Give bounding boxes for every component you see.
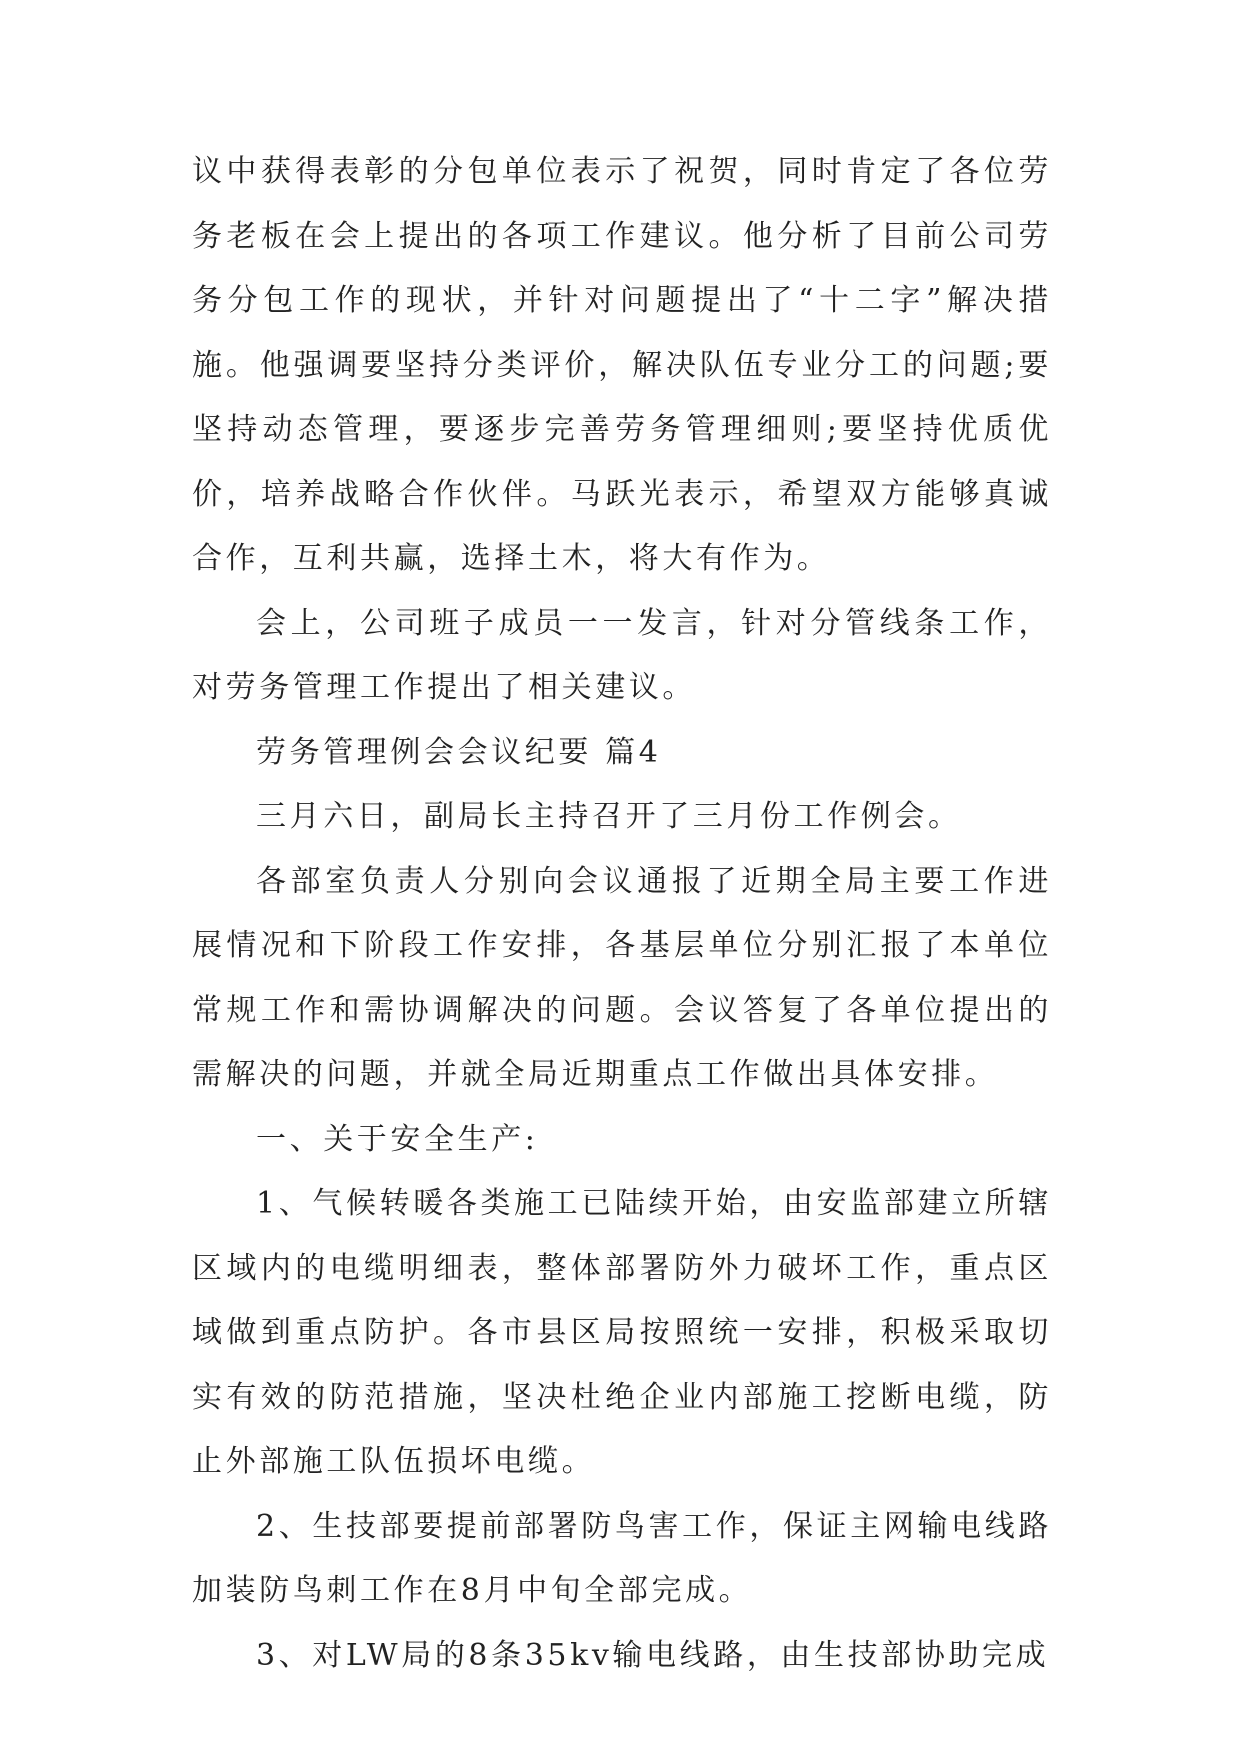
document-body	[192, 140, 1052, 1688]
subheading-safety: 一、关于安全生产:	[256, 1121, 539, 1157]
list-item-2: 2、生技部要提前部署防鸟害工作，保证主网输电线路加装防鸟刺工作在8月中旬全部完成。	[192, 1508, 1052, 1608]
paragraph-meeting-intro: 三月六日，副局长主持召开了三月份工作例会。	[256, 799, 962, 834]
paragraph-team-speeches: 会上，公司班子成员一一发言，针对分管线条工作，对劳务管理工作提出了相关建议。	[192, 605, 1052, 705]
list-item-3: 3、对LW局的8条35kv输电线路，由生技部协助完成	[256, 1637, 1050, 1673]
section-heading: 劳务管理例会会议纪要 篇4	[256, 734, 662, 770]
list-item-1: 1、气候转暖各类施工已陆续开始，由安监部建立所辖区域内的电缆明细表，整体部署防外力破坏工作，重点区域做到重点防护。各市县区局按照统一安排，积极采取切实有效的防范措施，坚决杜绝企业内部施工挖断电缆，防止外部施工队伍损坏电缆。	[192, 1186, 1052, 1479]
paragraph-department-reports: 各部室负责人分别向会议通报了近期全局主要工作进展情况和下阶段工作安排，各基层单位分别汇报了本单位常规工作和需协调解决的问题。会议答复了各单位提出的需解决的问题，并就全局近期重点工作做出具体安排。	[192, 863, 1052, 1092]
paragraph-continuation: 议中获得表彰的分包单位表示了祝贺，同时肯定了各位劳务老板在会上提出的各项工作建议。他分析了目前公司劳务分包工作的现状，并针对问题提出了“十二字”解决措施。他强调要坚持分类评价，解决队伍专业分工的问题;要坚持动态管理，要逐步完善劳务管理细则;要坚持优质优价，培养战略合作伙伴。马跃光表示，希望双方能够真诚合作，互利共赢，选择土木，将大有作为。	[192, 154, 1052, 576]
